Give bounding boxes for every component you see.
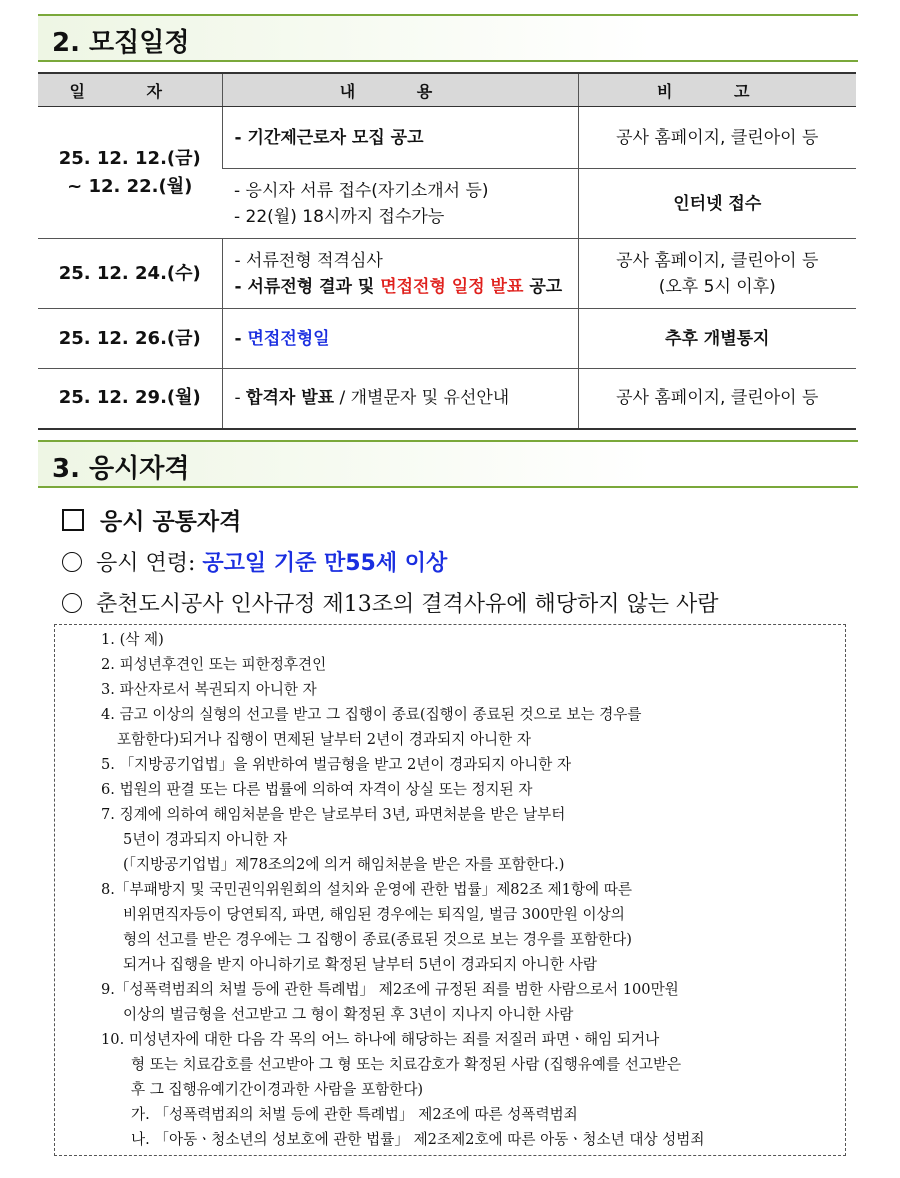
row1-item-a: - 기간제근로자 모집 공고 xyxy=(222,107,578,169)
disqualification-list xyxy=(101,627,841,1152)
list-item: (「지방공기업법」제78조의2에 의거 해임처분을 받은 자를 포함한다.) xyxy=(123,856,565,873)
row3-item-prefix: - xyxy=(234,328,248,349)
row4-item-prefix: - xyxy=(234,388,247,409)
age-requirement xyxy=(62,546,447,577)
row1-item-b1: - 응시자 서류 접수(자기소개서 등) xyxy=(234,180,489,201)
section-3-header xyxy=(38,440,858,488)
list-item: 5. 「지방공기업법」을 위반하여 벌금형을 받고 2년이 경과되지 아니한 자 xyxy=(101,756,572,773)
table-row xyxy=(38,369,856,429)
row2-note2: (오후 5시 이후) xyxy=(658,276,776,297)
row2-note1: 공사 홈페이지, 클린아이 등 xyxy=(616,250,819,271)
row1-note-b: 인터넷 접수 xyxy=(578,169,856,239)
square-bullet-icon xyxy=(62,509,84,531)
common-qualification-heading xyxy=(62,503,241,536)
disqualification-box xyxy=(54,624,846,1156)
schedule-table xyxy=(38,72,856,430)
list-item: 2. 피성년후견인 또는 피한정후견인 xyxy=(101,656,327,673)
row2-items xyxy=(222,239,578,309)
row3-date: 25. 12. 26.(금) xyxy=(38,309,222,369)
table-row xyxy=(38,239,856,309)
list-item: 가. 「성폭력범죄의 처벌 등에 관한 특례법」 제2조에 따른 성폭력범죄 xyxy=(131,1106,578,1123)
circle-bullet-icon xyxy=(62,552,82,572)
section-3-title: 3. 응시자격 xyxy=(52,454,190,484)
row3-item-highlight: 면접전형일 xyxy=(247,328,330,349)
row3-note: 추후 개별통지 xyxy=(578,309,856,369)
table-row xyxy=(38,107,856,169)
list-item: 후 그 집행유예기간이경과한 사람을 포함한다) xyxy=(131,1081,424,1098)
row2-item2 xyxy=(235,274,577,300)
circle-bullet-icon xyxy=(62,593,82,613)
row1-date-line1: 25. 12. 12.(금) xyxy=(58,147,201,169)
list-item: 6. 법원의 판결 또는 다른 법률에 의하여 자격이 상실 또는 정지된 자 xyxy=(101,781,533,798)
list-item: 1. (삭 제) xyxy=(101,631,164,648)
list-item: 5년이 경과되지 아니한 자 xyxy=(123,831,288,848)
row4-note: 공사 홈페이지, 클린아이 등 xyxy=(578,369,856,429)
row4-item xyxy=(222,369,578,429)
disqualification-text: 춘천도시공사 인사규정 제13조의 결격사유에 해당하지 않는 사람 xyxy=(96,592,719,617)
row4-item-bold: 합격자 발표 xyxy=(246,388,335,409)
row2-date: 25. 12. 24.(수) xyxy=(38,239,222,309)
schedule-header-row xyxy=(38,73,856,107)
header-note: 비 고 xyxy=(578,73,856,107)
common-qualification-title: 응시 공통자격 xyxy=(100,508,242,535)
disqualification-requirement xyxy=(62,587,719,618)
row4-date: 25. 12. 29.(월) xyxy=(38,369,222,429)
header-date: 일 자 xyxy=(38,73,222,107)
list-item: 8.「부패방지 및 국민권익위원회의 설치와 운영에 관한 법률」제82조 제1항에 따른 xyxy=(101,881,633,898)
section-2-header xyxy=(38,14,858,62)
row1-item-b2: - 22(월) 18시까지 접수가능 xyxy=(234,206,445,227)
list-item: 형의 선고를 받은 경우에는 그 집행이 종료(종료된 것으로 보는 경우를 포함한다) xyxy=(123,931,632,948)
list-item: 7. 징계에 의하여 해임처분을 받은 날로부터 3년, 파면처분을 받은 날부터 xyxy=(101,806,566,823)
list-item: 되거나 집행을 받지 아니하기로 확정된 날부터 5년이 경과되지 아니한 사람 xyxy=(123,956,597,973)
row3-item xyxy=(222,309,578,369)
row2-notes xyxy=(578,239,856,309)
list-item: 비위면직자등이 당연퇴직, 파면, 해임된 경우에는 퇴직일, 벌금 300만원 이상의 xyxy=(123,906,625,923)
row2-item2-highlight: 면접전형 일정 발표 xyxy=(380,276,524,297)
age-value: 공고일 기준 만55세 이상 xyxy=(202,551,448,576)
row1-date-line2: ~ 12. 22.(월) xyxy=(67,175,193,197)
row4-item-suffix: / 개별문자 및 유선안내 xyxy=(334,388,510,409)
table-row xyxy=(38,309,856,369)
list-item: 포함한다)되거나 집행이 면제된 날부터 2년이 경과되지 아니한 자 xyxy=(117,731,531,748)
list-item: 9.「성폭력범죄의 처벌 등에 관한 특례법」 제2조에 규정된 죄를 범한 사람으로서 100만원 xyxy=(101,981,679,998)
row2-item1: - 서류전형 적격심사 xyxy=(234,250,383,271)
list-item: 나. 「아동ㆍ청소년의 성보호에 관한 법률」 제2조제2호에 따른 아동ㆍ청소년 대상 성범죄 xyxy=(131,1131,705,1148)
section-2-title: 2. 모집일정 xyxy=(52,28,190,58)
row1-date xyxy=(38,107,222,239)
list-item: 이상의 벌금형을 선고받고 그 형이 확정된 후 3년이 지나지 아니한 사람 xyxy=(123,1006,574,1023)
row1-item-b xyxy=(222,169,578,239)
row2-item2-prefix: - 서류전형 결과 및 xyxy=(234,276,381,297)
list-item: 3. 파산자로서 복권되지 아니한 자 xyxy=(101,681,317,698)
list-item: 4. 금고 이상의 실형의 선고를 받고 그 집행이 종료(집행이 종료된 것으로 보는 경우를 xyxy=(101,706,642,723)
age-label: 응시 연령: xyxy=(96,551,203,576)
list-item: 형 또는 치료감호를 선고받아 그 형 또는 치료감호가 확정된 사람 (집행유예를 선고받은 xyxy=(131,1056,682,1073)
header-content: 내 용 xyxy=(222,73,578,107)
list-item: 10. 미성년자에 대한 다음 각 목의 어느 하나에 해당하는 죄를 저질러 파면ㆍ해임 되거나 xyxy=(101,1031,660,1048)
row2-item2-suffix: 공고 xyxy=(523,276,563,297)
row1-note-a: 공사 홈페이지, 클린아이 등 xyxy=(578,107,856,169)
